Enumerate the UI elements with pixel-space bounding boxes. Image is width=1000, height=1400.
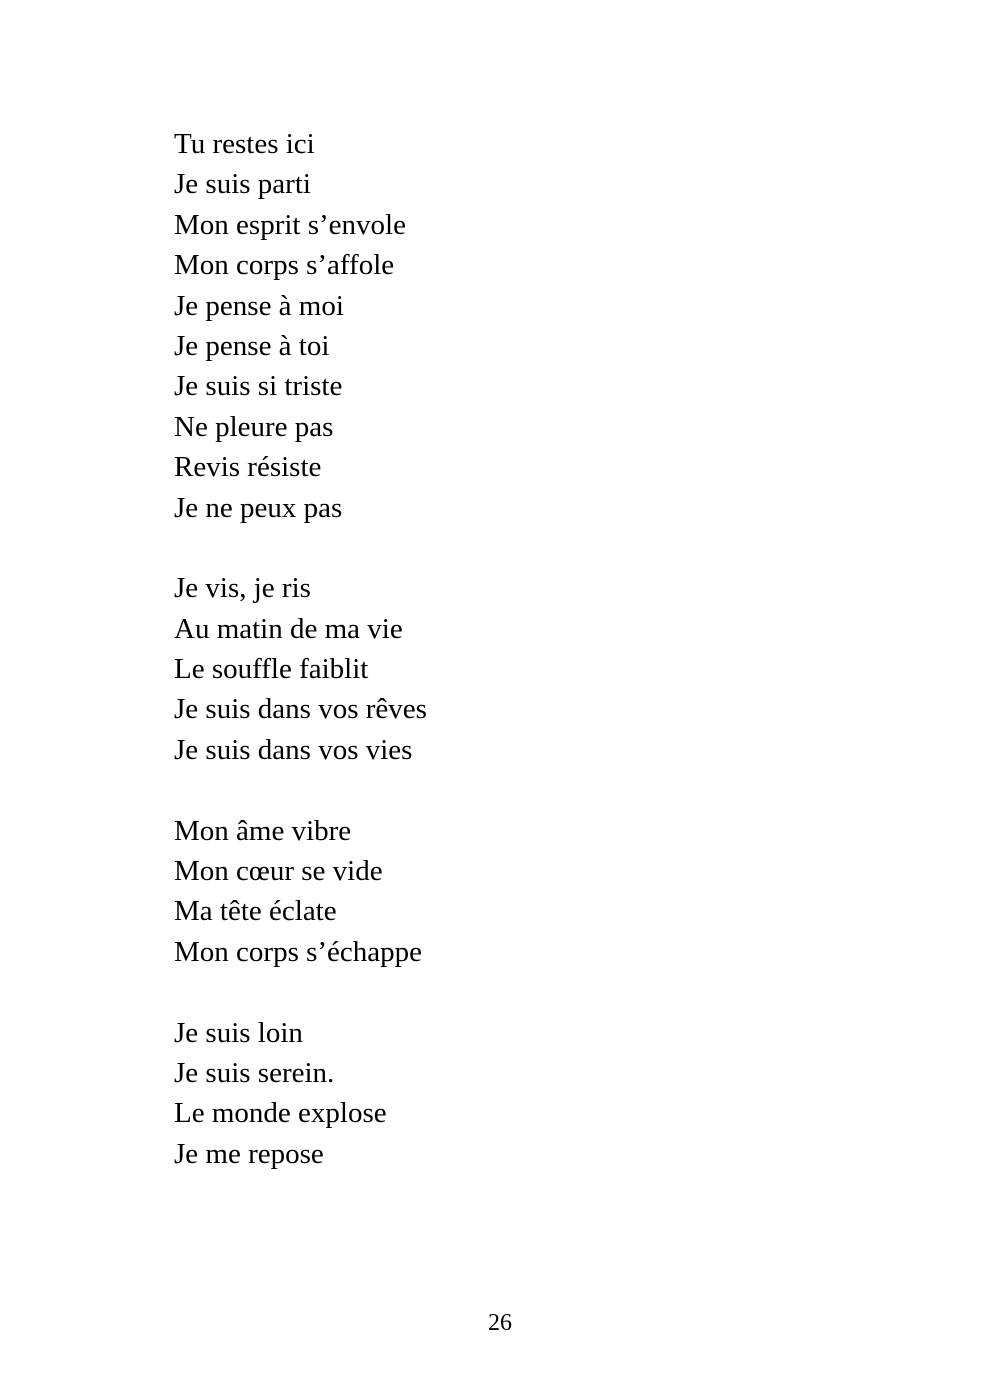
poem-line: Je suis parti [174,168,311,201]
poem-line: Ma tête éclate [174,895,337,928]
stanza-4 [174,1013,874,1175]
poem-line: Je me repose [174,1137,324,1170]
poem-line: Tu restes ici [174,128,315,160]
poem-line: Mon cœur se vide [174,855,383,888]
poem-line: Je pense à moi [174,289,344,322]
poem-line: Mon âme vibre [174,814,352,847]
page-number: 26 [488,1310,512,1336]
poem-line: Mon corps s’affole [174,249,395,282]
stanza-1 [174,124,874,528]
poem-line: Mon esprit s’envole [174,208,406,241]
poem-line: Je suis si triste [174,370,343,403]
poem-line: Je suis loin [174,1016,303,1049]
poem-line: Mon corps s’échappe [174,935,423,968]
poem-line: Le monde explose [174,1097,387,1130]
poem-line: Je suis dans vos rêves [174,693,427,726]
stanza-3 [174,811,874,973]
poem-line: Je pense à toi [174,329,330,362]
poem-line: Au matin de ma vie [174,612,403,645]
poem-body [174,124,874,1215]
poem-line: Ne pleure pas [174,410,334,443]
stanza-2 [174,568,874,770]
poem-line: Le souffle faiblit [174,653,369,686]
poem-line: Revis résiste [174,451,322,484]
poem-line: Je ne peux pas [174,491,343,524]
poem-line: Je vis, je ris [174,572,311,605]
poem-line: Je suis serein. [174,1056,335,1089]
poem-line: Je suis dans vos vies [174,733,413,766]
